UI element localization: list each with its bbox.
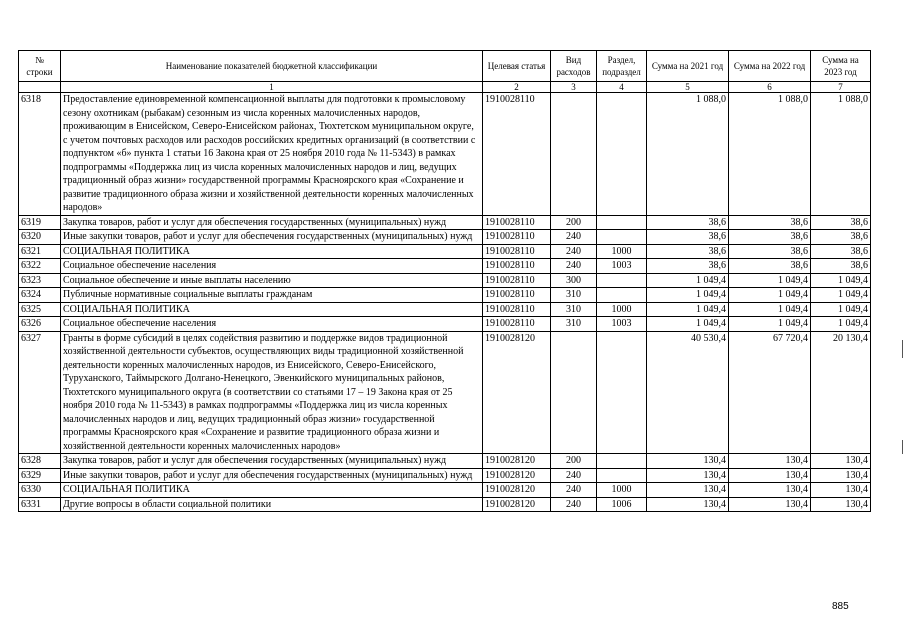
cell-sum-2023: 130,4 — [811, 454, 871, 469]
cell-row-number: 6319 — [19, 215, 61, 230]
cell-section — [597, 468, 647, 483]
cell-expense-type: 310 — [551, 288, 597, 303]
column-number-row — [19, 82, 871, 93]
cell-sum-2021: 40 530,4 — [647, 331, 729, 454]
cell-expense-type: 240 — [551, 497, 597, 512]
cell-sum-2022: 38,6 — [729, 259, 811, 274]
table-row — [19, 454, 871, 469]
cell-sum-2022: 130,4 — [729, 497, 811, 512]
cell-sum-2021: 38,6 — [647, 230, 729, 245]
cell-row-number: 6324 — [19, 288, 61, 303]
cell-sum-2021: 130,4 — [647, 468, 729, 483]
column-number-cell: 6 — [729, 82, 811, 93]
cell-sum-2022: 1 088,0 — [729, 93, 811, 216]
cell-sum-2023: 1 049,4 — [811, 302, 871, 317]
cell-sum-2022: 38,6 — [729, 230, 811, 245]
cell-indicator-name: Гранты в форме субсидий в целях содействия развитию и поддержке видов традиционной хозяйственной деятельности субъектов, осуществляющих виды традиционной хозяйственной деятельности коренных малочисленных народов, из Енисейского, Северо-Енисейского, Туруханского, Таймырского Долгано-Ненецкого, Эвенкийского муниципальных районов, Тюхтетского муниципального округа (в соответствии со статьями 17 – 19 Закона края от 25 ноября 2010 года № 11-5343) в рамках подпрограммы «Поддержка лиц из числа коренных малочисленных народов и лиц, ведущих традиционный образ жизни» государственной программы Красноярского края «Сохранение и развитие традиционного образа жизни и хозяйственной деятельности коренных малочисленных народов» — [61, 331, 483, 454]
cell-sum-2023: 130,4 — [811, 468, 871, 483]
cell-sum-2023: 1 049,4 — [811, 317, 871, 332]
cell-indicator-name: Иные закупки товаров, работ и услуг для обеспечения государственных (муниципальных) нужд — [61, 230, 483, 245]
cell-sum-2023: 20 130,4 — [811, 331, 871, 454]
cell-indicator-name: СОЦИАЛЬНАЯ ПОЛИТИКА — [61, 302, 483, 317]
cell-section — [597, 454, 647, 469]
cell-row-number: 6325 — [19, 302, 61, 317]
cell-sum-2023: 1 049,4 — [811, 288, 871, 303]
cell-target-article: 1910028120 — [483, 454, 551, 469]
header-sum-2023: Сумма на 2023 год — [811, 51, 871, 82]
cell-section — [597, 93, 647, 216]
cell-section: 1000 — [597, 483, 647, 498]
cell-section: 1003 — [597, 259, 647, 274]
table-row — [19, 331, 871, 454]
cell-target-article: 1910028110 — [483, 230, 551, 245]
cell-section — [597, 230, 647, 245]
cell-target-article: 1910028110 — [483, 288, 551, 303]
cell-expense-type: 240 — [551, 244, 597, 259]
cell-target-article: 1910028120 — [483, 331, 551, 454]
cell-row-number: 6327 — [19, 331, 61, 454]
column-number-cell: 4 — [597, 82, 647, 93]
table-row — [19, 230, 871, 245]
cell-sum-2023: 130,4 — [811, 497, 871, 512]
cell-section: 1003 — [597, 317, 647, 332]
cell-section: 1000 — [597, 244, 647, 259]
scan-edge-mark — [902, 440, 903, 454]
budget-table — [18, 50, 871, 512]
cell-indicator-name: Социальное обеспечение населения — [61, 259, 483, 274]
header-row-number: № строки — [19, 51, 61, 82]
cell-indicator-name: Другие вопросы в области социальной политики — [61, 497, 483, 512]
table-row — [19, 93, 871, 216]
cell-row-number: 6331 — [19, 497, 61, 512]
cell-expense-type: 310 — [551, 302, 597, 317]
scan-edge-mark — [902, 340, 903, 358]
cell-sum-2022: 1 049,4 — [729, 288, 811, 303]
cell-sum-2021: 130,4 — [647, 483, 729, 498]
cell-expense-type: 240 — [551, 483, 597, 498]
cell-row-number: 6330 — [19, 483, 61, 498]
cell-expense-type — [551, 93, 597, 216]
cell-sum-2022: 130,4 — [729, 483, 811, 498]
cell-row-number: 6328 — [19, 454, 61, 469]
table-row — [19, 317, 871, 332]
cell-section: 1006 — [597, 497, 647, 512]
column-number-cell: 5 — [647, 82, 729, 93]
cell-indicator-name: Закупка товаров, работ и услуг для обеспечения государственных (муниципальных) нужд — [61, 454, 483, 469]
cell-indicator-name: Предоставление единовременной компенсационной выплаты для подготовки к промысловому сезону охотникам (рыбакам) сезонным из числа коренных малочисленных народов, проживающим в Енисейском, Северо-Енисейском районах, Тюхтетском муниципальном округе, с учетом почтовых расходов или расходов российских кредитных организаций (в соответствии с подпунктом «б» пункта 1 статьи 16 Закона края от 25 ноября 2010 года № 11-5343) в рамках подпрограммы «Поддержка лиц из числа коренных малочисленных народов и лиц, ведущих традиционный образ жизни» государственной программы Красноярского края «Сохранение и развитие традиционного образа жизни и хозяйственной деятельности коренных малочисленных народов» — [61, 93, 483, 216]
cell-sum-2023: 1 049,4 — [811, 273, 871, 288]
header-expense-type: Вид расходов — [551, 51, 597, 82]
page-number: 885 — [832, 601, 849, 612]
cell-sum-2021: 1 088,0 — [647, 93, 729, 216]
cell-sum-2021: 1 049,4 — [647, 273, 729, 288]
cell-expense-type: 240 — [551, 468, 597, 483]
cell-sum-2021: 38,6 — [647, 244, 729, 259]
cell-sum-2022: 130,4 — [729, 454, 811, 469]
cell-sum-2022: 1 049,4 — [729, 317, 811, 332]
cell-sum-2021: 1 049,4 — [647, 302, 729, 317]
cell-indicator-name: СОЦИАЛЬНАЯ ПОЛИТИКА — [61, 483, 483, 498]
cell-target-article: 1910028120 — [483, 497, 551, 512]
cell-row-number: 6323 — [19, 273, 61, 288]
cell-expense-type: 310 — [551, 317, 597, 332]
cell-expense-type: 300 — [551, 273, 597, 288]
header-section: Раздел, подраздел — [597, 51, 647, 82]
header-sum-2022: Сумма на 2022 год — [729, 51, 811, 82]
cell-row-number: 6318 — [19, 93, 61, 216]
cell-sum-2021: 130,4 — [647, 497, 729, 512]
cell-section — [597, 331, 647, 454]
header-target-article: Целевая статья — [483, 51, 551, 82]
table-row — [19, 497, 871, 512]
cell-indicator-name: Иные закупки товаров, работ и услуг для обеспечения государственных (муниципальных) нужд — [61, 468, 483, 483]
cell-target-article: 1910028110 — [483, 244, 551, 259]
cell-target-article: 1910028110 — [483, 259, 551, 274]
column-number-cell: 1 — [61, 82, 483, 93]
table-body — [19, 93, 871, 512]
cell-target-article: 1910028110 — [483, 215, 551, 230]
table-row — [19, 302, 871, 317]
cell-expense-type: 240 — [551, 230, 597, 245]
cell-row-number: 6322 — [19, 259, 61, 274]
cell-sum-2023: 130,4 — [811, 483, 871, 498]
cell-sum-2023: 38,6 — [811, 244, 871, 259]
cell-sum-2022: 1 049,4 — [729, 302, 811, 317]
cell-sum-2022: 38,6 — [729, 244, 811, 259]
cell-target-article: 1910028110 — [483, 302, 551, 317]
cell-indicator-name: Социальное обеспечение населения — [61, 317, 483, 332]
cell-expense-type — [551, 331, 597, 454]
cell-sum-2023: 38,6 — [811, 230, 871, 245]
cell-sum-2021: 38,6 — [647, 215, 729, 230]
cell-expense-type: 200 — [551, 454, 597, 469]
cell-sum-2021: 1 049,4 — [647, 317, 729, 332]
cell-sum-2022: 130,4 — [729, 468, 811, 483]
cell-section — [597, 273, 647, 288]
table-row — [19, 259, 871, 274]
cell-sum-2023: 38,6 — [811, 259, 871, 274]
header-indicator-name: Наименование показателей бюджетной классификации — [61, 51, 483, 82]
column-number-cell: 3 — [551, 82, 597, 93]
cell-row-number: 6329 — [19, 468, 61, 483]
cell-section — [597, 288, 647, 303]
cell-section — [597, 215, 647, 230]
cell-target-article: 1910028120 — [483, 468, 551, 483]
cell-sum-2023: 1 088,0 — [811, 93, 871, 216]
cell-expense-type: 200 — [551, 215, 597, 230]
cell-target-article: 1910028120 — [483, 483, 551, 498]
cell-indicator-name: Закупка товаров, работ и услуг для обеспечения государственных (муниципальных) нужд — [61, 215, 483, 230]
cell-indicator-name: Публичные нормативные социальные выплаты гражданам — [61, 288, 483, 303]
table-header-row — [19, 51, 871, 82]
column-number-cell: 2 — [483, 82, 551, 93]
table-row — [19, 288, 871, 303]
cell-sum-2022: 38,6 — [729, 215, 811, 230]
cell-sum-2023: 38,6 — [811, 215, 871, 230]
cell-row-number: 6326 — [19, 317, 61, 332]
cell-target-article: 1910028110 — [483, 93, 551, 216]
cell-sum-2021: 130,4 — [647, 454, 729, 469]
cell-target-article: 1910028110 — [483, 273, 551, 288]
cell-indicator-name: Социальное обеспечение и иные выплаты населению — [61, 273, 483, 288]
header-sum-2021: Сумма на 2021 год — [647, 51, 729, 82]
cell-target-article: 1910028110 — [483, 317, 551, 332]
column-number-cell — [19, 82, 61, 93]
cell-sum-2022: 1 049,4 — [729, 273, 811, 288]
cell-sum-2022: 67 720,4 — [729, 331, 811, 454]
column-number-cell: 7 — [811, 82, 871, 93]
table-row — [19, 215, 871, 230]
cell-sum-2021: 1 049,4 — [647, 288, 729, 303]
cell-expense-type: 240 — [551, 259, 597, 274]
cell-row-number: 6321 — [19, 244, 61, 259]
table-row — [19, 468, 871, 483]
cell-row-number: 6320 — [19, 230, 61, 245]
table-row — [19, 273, 871, 288]
table-row — [19, 244, 871, 259]
cell-section: 1000 — [597, 302, 647, 317]
cell-sum-2021: 38,6 — [647, 259, 729, 274]
table-row — [19, 483, 871, 498]
budget-table-sheet — [18, 50, 870, 512]
cell-indicator-name: СОЦИАЛЬНАЯ ПОЛИТИКА — [61, 244, 483, 259]
